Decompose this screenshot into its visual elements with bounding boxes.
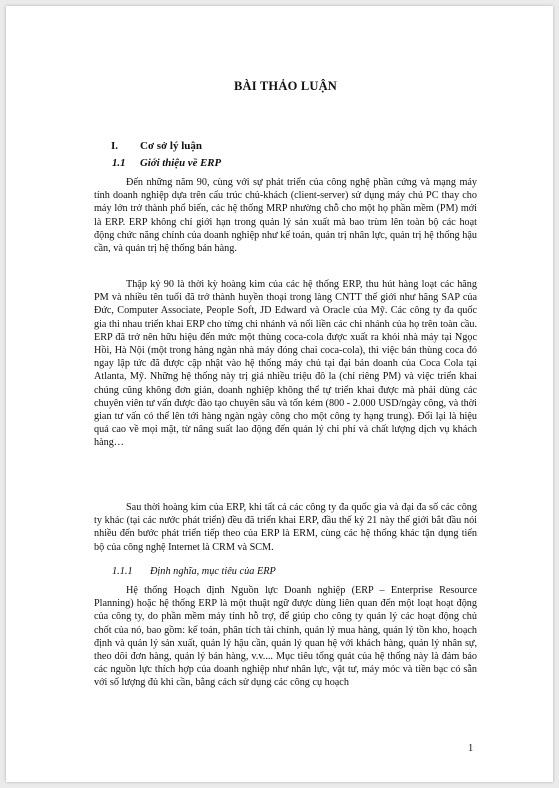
document-page — [6, 6, 553, 782]
subsubsection-title: Định nghĩa, mục tiêu của ERP — [150, 566, 276, 577]
paragraph: Thập kỷ 90 là thời kỳ hoàng kim của các hệ thống ERP, thu hút hàng loạt các hãng PM và nhiều tên tuổi đã trở thành huyền thoại trong làng CNTT thế giới như hãng SAP của Đức, Computer Associate, People Soft, JD Edward và Oracle của Mỹ. Các công ty đa quốc gia thi nhau triển khai ERP cho từng chi nhánh và nối liền các chi nhánh của họ trên toàn cầu. ERP đã trở nên hữu hiệu đến mức một thùng coca-cola được xuất ra khỏi nhà máy tại Ngọc Hồi, Hà Nội (một trong hàng ngàn nhà máy đóng chai coca-cola), thì việc bán thùng coca đó ngay lập tức đã được cập nhật vào hệ thống máy chủ tại đại bản doanh của Coca Cola tại Atlanta, Mỹ. Những hệ thống này trị giá nhiều triệu đô la (chỉ riêng PM) và việc triển khai chúng cũng không đơn giản, doanh nghiệp không thể tự triển khai được mà phải dùng các chuyên viên tư vấn được đào tạo chuyên sâu và tốn kém (800 - 2.000 USD/ngày công, và thời gian tư vấn có thể lên tới hàng ngàn ngày công cho một công ty hạng trung). Đổi lại là hiệu quả cao về mọi mặt, từ nâng suất lao động đến quản lý chi phí và chất lượng dịch vụ khách hàng… — [94, 279, 477, 449]
subsection-number: 1.1 — [112, 157, 126, 169]
page-number: 1 — [468, 743, 474, 754]
paragraph: Đến những năm 90, cùng với sự phát triển của công nghệ phần cứng và mạng máy tính doanh nghiệp dựa trên cấu trúc chủ-khách (client-server) sử dụng máy chủ PC thay cho máy lớn trở thành phổ biến, các hệ thống MRP nhường chỗ cho một họ phần mềm (PM) mới là ERP. ERP không chỉ giới hạn trong quản lý sản xuất mà bao trùm lên toàn bộ các hoạt động chức năng chính của doanh nghiệp như kế toán, quản trị nhân lực, quản trị hệ thống hậu cần, và quản trị hệ thống bán hàng. — [94, 177, 477, 255]
section-heading — [94, 140, 202, 153]
paragraph: Sau thời hoàng kim của ERP, khi tất cả các công ty đa quốc gia và đại đa số các công ty khác (tại các nước phát triển) đều đã triển khai ERP, đầu thế kỷ 21 này thế giới bắt đầu nói nhiều đến bước phát triển tiếp theo của ERP là ERM, cùng các hệ thống khác tận dụng tiến bộ của công nghệ Internet là CRM và SCM. — [94, 502, 477, 553]
section-number: I. — [111, 140, 119, 152]
paragraph: Hệ thống Hoạch định Nguồn lực Doanh nghiệp (ERP – Enterprise Resource Planning) hoặc hệ thống ERP là một thuật ngữ được dùng liên quan đến một loạt hoạt động của công ty, do phần mềm máy tính hỗ trợ, để giúp cho công ty quản lý các hoạt động chủ chốt của nó, bao gồm: kế toán, phân tích tài chính, quản lý mua hàng, quản lý tồn kho, hoạch định và quản lý sản xuất, quản lý hậu cần, quản lý quan hệ với khách hàng, quản lý nhân sự, theo dõi đơn hàng, quản lý bán hàng, v.v.... Mục tiêu tổng quát của hệ thống này là đảm bảo các nguồn lực thích hợp của doanh nghiệp như nhân lực, vật tư, máy móc và tiền bạc có sẵn với số lượng đủ khi cần, bằng cách sử dụng các công cụ hoạch — [94, 585, 477, 689]
document-title: BÀI THẢO LUẬN — [233, 79, 338, 93]
subsubsection-heading — [112, 565, 276, 578]
section-title: Cơ sở lý luận — [140, 140, 203, 152]
subsection-title: Giới thiệu về ERP — [140, 157, 222, 169]
subsubsection-number: 1.1.1 — [112, 566, 133, 577]
subsection-heading — [112, 157, 221, 170]
